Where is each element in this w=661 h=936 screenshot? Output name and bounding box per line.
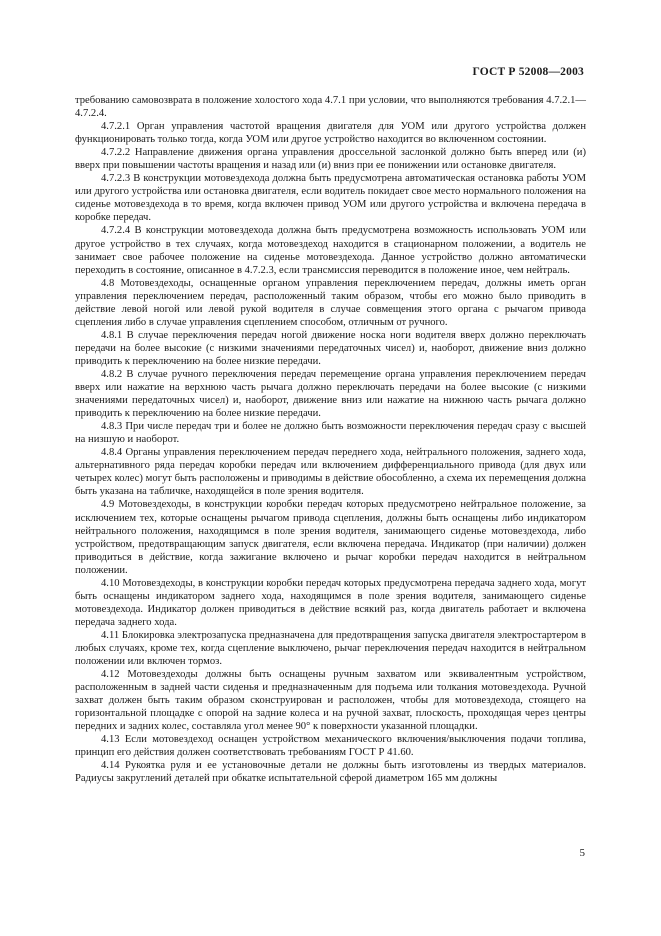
- paragraph-4-7-2-2: 4.7.2.2 Направление движения органа управления дроссельной заслонкой должно быть вперед или (и) вверх при повышении частоты вращения и назад или (и) вниз при ее понижении или остановке двигателя.: [75, 147, 586, 172]
- paragraph-4-14: 4.14 Рукоятка руля и ее установочные детали не должны быть изготовлены из твердых материалов. Радиусы закруглений деталей при обкатке испытательной сферой диаметром 165 мм должны: [75, 760, 586, 785]
- paragraph-4-9: 4.9 Мотовездеходы, в конструкции коробки передач которых предусмотрено нейтральное положение, за исключением тех, которые оснащены рычагом привода сцепления, должны быть оснащены либо индикатором нейтрального положения, находящимся в поле зрения водителя, занимающего сиденье мотовездехода, либо устройством, предотвращающим запуск двигателя, если включена передача. Индикатор (при наличии) должен приводиться в действие, когда зажигание включено и рычаг коробки передач находится в нейтральном положении.: [75, 499, 586, 576]
- paragraph-4-8-3: 4.8.3 При числе передач три и более не должно быть возможности переключения передач сразу с высшей на низшую и наоборот.: [75, 421, 586, 446]
- paragraph-4-12: 4.12 Мотовездеходы должны быть оснащены ручным захватом или эквивалентным устройством, расположенным в задней части сиденья и предназначенным для подъема или толкания мотовездехода. Ручной захват должен быть таким образом сконструирован и расположен, чтобы для мотовездехода, стоящего на горизонтальной площадке с опорой на задние колеса и на ручной захват, плоскость, проходящая через центры передних и задних колес, составляла угол менее 90° к поверхности указанной площадки.: [75, 669, 586, 733]
- paragraph-4-8-2: 4.8.2 В случае ручного переключения передач перемещение органа управления переключением передач вверх или нажатие на верхнюю часть рычага должно переключать передачи на более высокие (с низкими значениями передаточных чисел) и, наоборот, движение вниз или нажатие на нижнюю часть рычага должно приводить к переключению на более низкие передачи.: [75, 368, 586, 420]
- paragraph-4-8: 4.8 Мотовездеходы, оснащенные органом управления переключением передач, должны иметь орган управления переключением передач, расположенный таким образом, чтобы его можно было приводить в действие левой ногой или левой рукой водителя в случае совмещения этого органа с рычагом привода сцепления либо в случае управления сцеплением способом, отличным от ручного.: [75, 277, 586, 328]
- paragraph-4-8-4: 4.8.4 Органы управления переключением передач переднего хода, нейтрального положения, заднего хода, альтернативного ряда передач коробки передач или включением дифференциального привода (для двух или четырех колес) могут быть расположены и приводимы в действие обособленно, а схема их перемещения должна быть указана на табличке, находящейся в поле зрения водителя.: [75, 447, 586, 498]
- page-number: 5: [579, 847, 585, 859]
- document-header-code: ГОСТ Р 52008—2003: [472, 66, 584, 78]
- paragraph-4-13: 4.13 Если мотовездеход оснащен устройством механического включения/выключения подачи топлива, принцип его действия должен соответствовать требованиям ГОСТ Р 41.60.: [75, 734, 586, 759]
- paragraph-4-7-2-1: 4.7.2.1 Орган управления частотой вращения двигателя для УОМ или другого устройства должен функционировать только тогда, когда УОМ или другое устройство находится во включенном состоянии.: [75, 121, 586, 146]
- document-body: [75, 94, 586, 785]
- paragraph-4-10: 4.10 Мотовездеходы, в конструкции коробки передач которых предусмотрена передача заднего хода, могут быть оснащены индикатором заднего хода, находящимся в поле зрения водителя, занимающего сиденье мотовездехода. Индикатор должен приводиться в действие всякий раз, когда двигатель работает и включена передача заднего хода.: [75, 577, 586, 628]
- paragraph-continuation: требованию самовозврата в положение холостого хода 4.7.1 при условии, что выполняются требования 4.7.2.1—4.7.2.4.: [75, 95, 586, 120]
- paragraph-4-7-2-3: 4.7.2.3 В конструкции мотовездехода должна быть предусмотрена автоматическая остановка работы УОМ или другого устройства или остановка двигателя, если водитель покидает свое место нормального положения на сиденье мотовездехода в то время, когда включен привод УОМ или другого устройства и включена передача в коробке передач.: [75, 173, 586, 224]
- paragraph-4-8-1: 4.8.1 В случае переключения передач ногой движение носка ноги водителя вверх должно переключать передачи на более высокие (с низкими значениями передаточных чисел) и, наоборот, движение вниз должно приводить к переключению на более низкие передачи.: [75, 329, 586, 367]
- paragraph-4-11: 4.11 Блокировка электрозапуска предназначена для предотвращения запуска двигателя электростартером в любых случаях, кроме тех, когда сцепление выключено, рычаг переключения передач находится в нейтральном положении или включен тормоз.: [75, 629, 586, 668]
- paragraph-4-7-2-4: 4.7.2.4 В конструкции мотовездехода должна быть предусмотрена возможность использовать УОМ или другое устройство в тех случаях, когда мотовездеход находится в стационарном положении, а водитель не занимает свое рабочее положение на сиденье мотовездехода. Данное устройство должно автоматически переходить в состояние, описанное в 4.7.2.3, если трансмиссия переводится в положение иное, чем нейтраль.: [75, 225, 586, 276]
